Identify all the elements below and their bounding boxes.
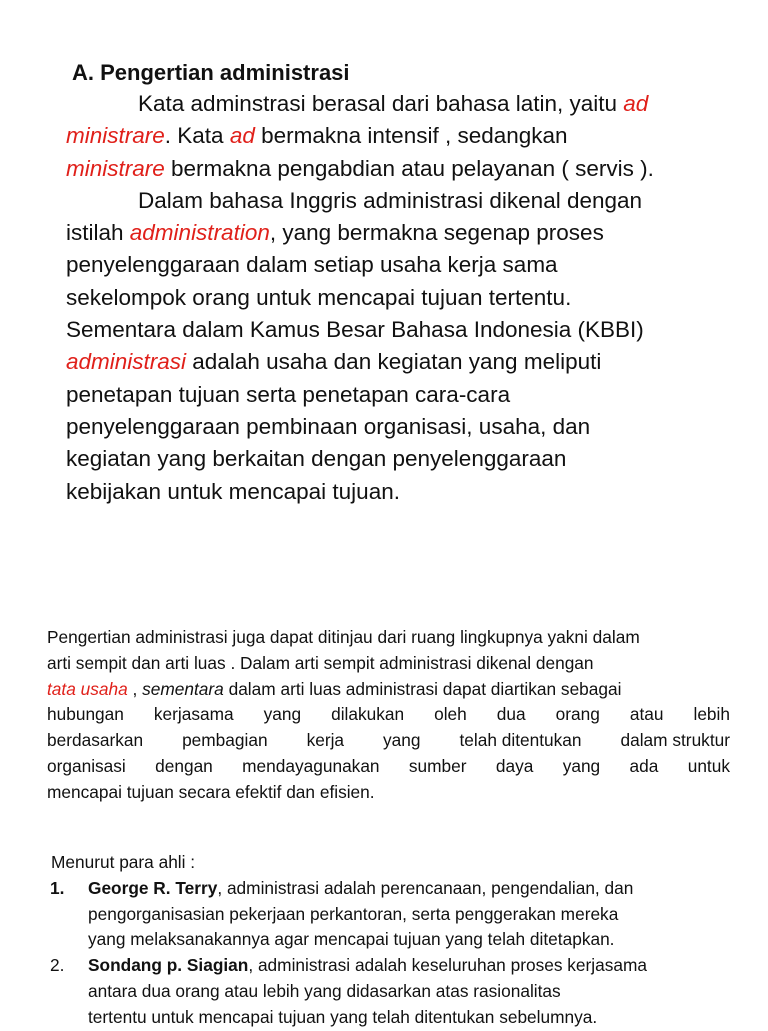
text-run: penetapan tujuan serta penetapan cara-cara xyxy=(66,381,511,407)
word: dua xyxy=(496,704,526,725)
paragraph-line xyxy=(47,651,730,677)
word: mendayagunakan xyxy=(242,755,380,776)
text-run: . Kata xyxy=(164,123,230,149)
paragraph-line xyxy=(47,754,730,780)
text-run: , yang bermakna segenap proses xyxy=(269,220,604,246)
word: ada xyxy=(629,755,659,776)
word: telah ditentukan xyxy=(459,730,582,751)
highlighted-term: ministrare xyxy=(66,123,165,149)
highlighted-term: tata usaha xyxy=(47,678,128,699)
experts-intro: Menurut para ahli : xyxy=(51,852,196,872)
word: daya xyxy=(495,755,534,776)
word: untuk xyxy=(687,755,730,776)
expert-line xyxy=(88,927,730,953)
expert-text: , administrasi adalah perencanaan, pengendalian, dan xyxy=(217,877,634,898)
expert-text: pengorganisasian pekerjaan perkantoran, serta penggerakan mereka xyxy=(88,903,619,924)
text-run: bermakna pengabdian atau pelayanan ( servis ). xyxy=(164,155,654,181)
slide-1-line xyxy=(66,120,746,152)
paragraph-line xyxy=(47,677,730,703)
expert-line xyxy=(88,1005,730,1031)
expert-item xyxy=(47,876,730,953)
text-run: Pengertian administrasi juga dapat ditinjau dari ruang lingkupnya yakni dalam xyxy=(47,627,640,647)
expert-text: tertentu untuk mencapai tujuan yang telah ditentukan sebelumnya. xyxy=(88,1006,598,1027)
word: dalam struktur xyxy=(620,730,730,751)
highlighted-term: administration xyxy=(129,220,270,246)
word: berdasarkan xyxy=(47,730,144,751)
word: pembagian xyxy=(182,730,268,751)
highlighted-term: administrasi xyxy=(66,349,187,375)
text-run: Sementara dalam Kamus Besar Bahasa Indonesia (KBBI) xyxy=(66,317,644,343)
slide-1-line xyxy=(66,249,746,281)
text-run: mencapai tujuan secara efektif dan efisien. xyxy=(47,781,375,802)
slide-1-line xyxy=(66,185,746,217)
paragraph-line xyxy=(47,625,730,651)
word: atau xyxy=(629,704,664,725)
highlighted-term: ministrare xyxy=(66,155,165,181)
word: dengan xyxy=(155,755,213,776)
paragraph-line xyxy=(47,728,730,754)
text-run: Dalam bahasa Inggris administrasi dikenal dengan xyxy=(138,187,643,213)
slide-1-body xyxy=(66,88,746,508)
expert-line xyxy=(88,876,730,902)
expert-text: , administrasi adalah keseluruhan proses kerjasama xyxy=(248,955,647,976)
paragraph-line xyxy=(47,780,730,806)
word: lebih xyxy=(693,704,730,725)
list-number: 2. xyxy=(50,955,65,976)
slide-1-line xyxy=(66,314,746,346)
expert-item xyxy=(47,953,730,1030)
text-run: penyelenggaraan pembinaan organisasi, usaha, dan xyxy=(66,413,591,439)
expert-line xyxy=(88,953,730,979)
expert-name: George R. Terry xyxy=(88,877,218,898)
expert-line xyxy=(88,979,730,1005)
word: yang xyxy=(562,755,601,776)
slide-1-line xyxy=(66,88,746,120)
expert-name: Sondang p. Siagian xyxy=(88,955,249,976)
text-run: sekelompok orang untuk mencapai tujuan tertentu. xyxy=(66,284,572,310)
text-run: penyelenggaraan dalam setiap usaha kerja sama xyxy=(66,252,558,278)
word: kerja xyxy=(306,730,345,751)
text-run: kegiatan yang berkaitan dengan penyelenggaraan xyxy=(66,446,567,472)
slide-1-line xyxy=(66,346,746,378)
slide-1-line xyxy=(66,282,746,314)
word: dilakukan xyxy=(331,704,405,725)
text-run: bermakna intensif , sedangkan xyxy=(254,123,568,149)
slide-1-line xyxy=(66,476,746,508)
highlighted-term: ad xyxy=(623,91,649,116)
word: orang xyxy=(555,704,600,725)
slide-1-line xyxy=(66,443,746,475)
expert-text: antara dua orang atau lebih yang didasarkan atas rasionalitas xyxy=(88,980,561,1001)
text-run: kebijakan untuk mencapai tujuan. xyxy=(66,478,400,504)
italic-text: sementara xyxy=(142,678,224,699)
text-run: istilah xyxy=(66,220,130,246)
word: hubungan xyxy=(47,704,124,725)
slide-1-line xyxy=(66,217,746,249)
expert-line xyxy=(88,902,730,928)
word: yang xyxy=(383,730,421,751)
word: yang xyxy=(263,704,302,725)
word: sumber xyxy=(408,755,467,776)
expert-text: yang melaksanakannya agar mencapai tujuan yang telah ditetapkan. xyxy=(88,929,615,950)
paragraph-line xyxy=(47,702,730,728)
slide-1-line xyxy=(66,379,746,411)
slide-1-line xyxy=(66,153,746,185)
text-run: dalam arti luas administrasi dapat diartikan sebagai xyxy=(223,678,622,699)
slide-2-paragraph xyxy=(47,625,730,806)
text-run: , xyxy=(127,678,143,699)
word: kerjasama xyxy=(153,704,234,725)
word: organisasi xyxy=(47,755,126,776)
experts-list xyxy=(47,876,730,1031)
experts-section xyxy=(47,850,730,1031)
text-run: Kata adminstrasi berasal dari bahasa latin, yaitu xyxy=(138,91,624,116)
highlighted-term: ad xyxy=(229,123,255,149)
list-number: 1. xyxy=(50,877,65,898)
word: oleh xyxy=(434,704,467,725)
text-run: adalah usaha dan kegiatan yang meliputi xyxy=(186,349,602,375)
slide-1-line xyxy=(66,411,746,443)
slide-1-heading: A. Pengertian administrasi xyxy=(72,60,350,85)
text-run: arti sempit dan arti luas . Dalam arti sempit administrasi dikenal dengan xyxy=(47,652,594,673)
